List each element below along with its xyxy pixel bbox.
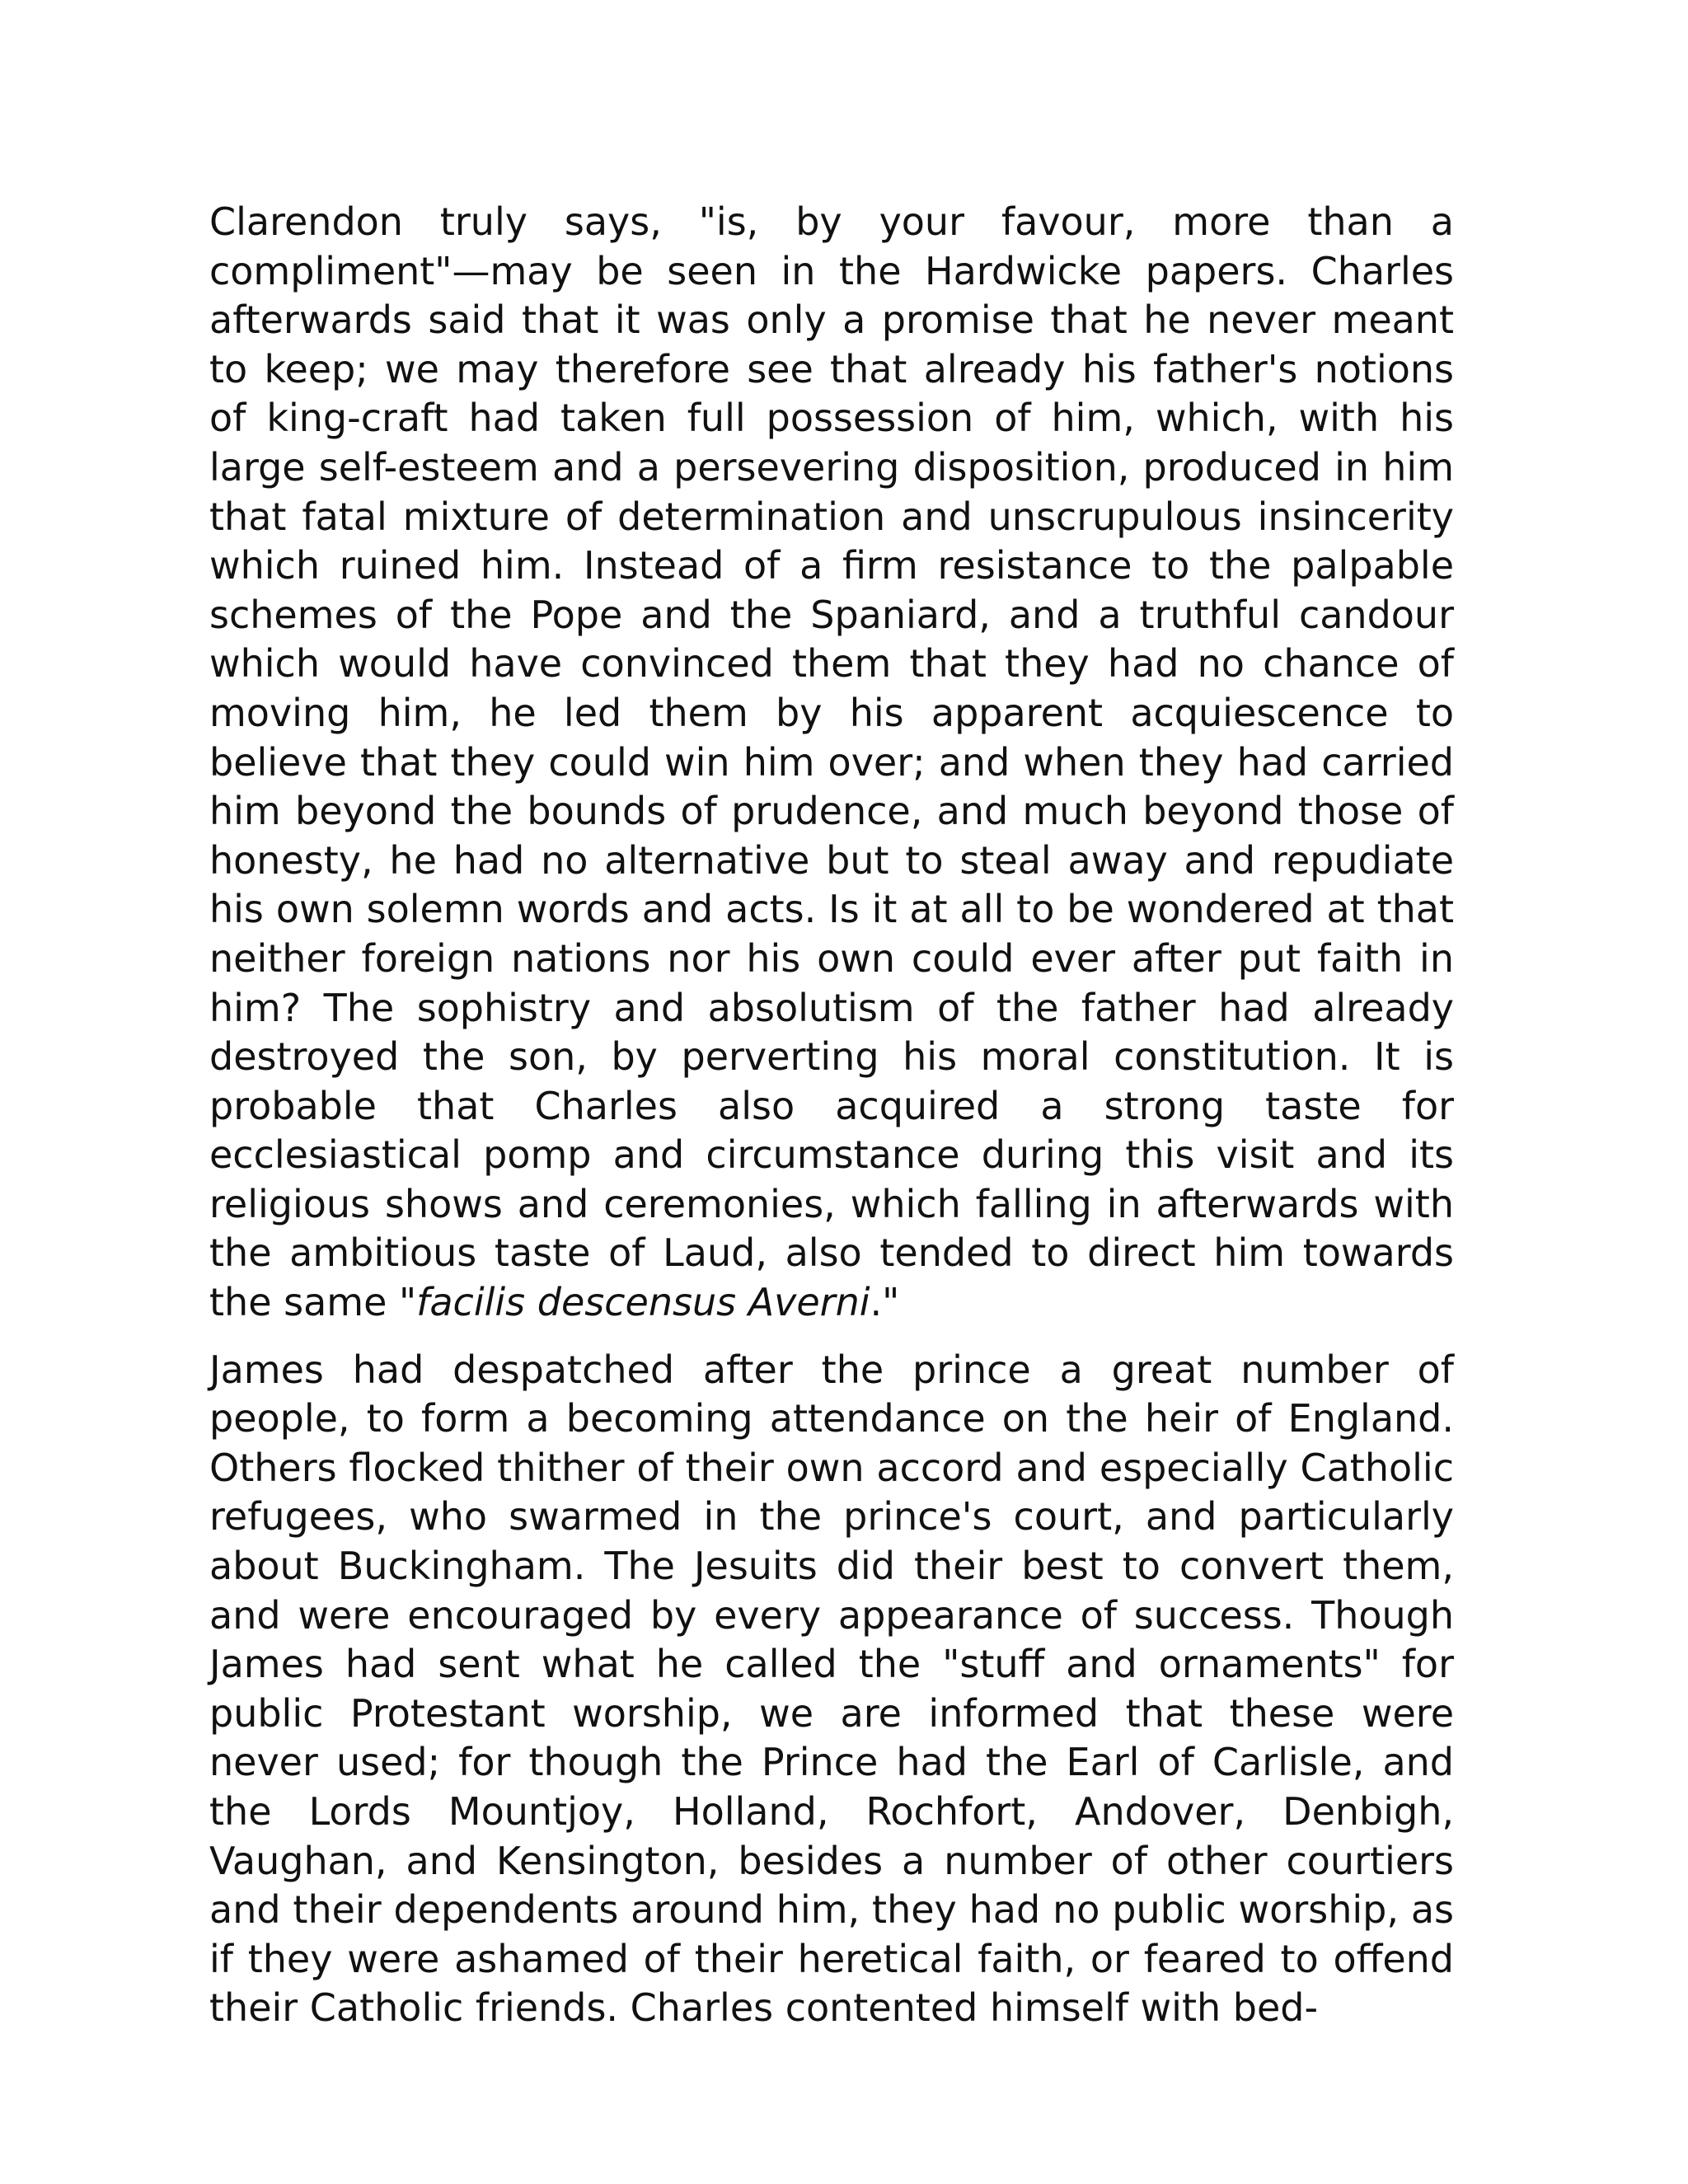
document-page (209, 198, 1454, 2033)
paragraph-1 (209, 198, 1454, 1328)
paragraph-2 (209, 1346, 1454, 2033)
paragraph-1-closing: ." (870, 1280, 900, 1325)
paragraph-1-text: Clarendon truly says, "is, by your favour, more than a compliment"—may be seen in the Hardwicke papers. Charles afterwards said that it was only a promise that he never meant to keep; we may therefore see that already his father's notions of king-craft had taken full possession of him, which, with his large self-esteem and a persevering disposition, produced in him that fatal mixture of determination and unscrupulous insincerity which ruined him. Instead of a firm resistance to the palpable schemes of the Pope and the Spaniard, and a truthful candour which would have convinced them that they had no chance of moving him, he led them by his apparent acquiescence to believe that they could win him over; and when they had carried him beyond the bounds of prudence, and much beyond those of honesty, he had no alternative but to steal away and repudiate his own solemn words and acts. Is it at all to be wondered at that neither foreign nations nor his own could ever after put faith in him? The sophistry and absolutism of the father had already destroyed the son, by perverting his moral constitution. It is probable that Charles also acquired a strong taste for ecclesiastical pomp and circumstance during this visit and its religious shows and ceremonies, which falling in afterwards with the ambitious taste of Laud, also tended to direct him towards the same " (209, 199, 1454, 1325)
paragraph-2-text: James had despatched after the prince a great number of people, to form a becoming attendance on the heir of England. Others flocked thither of their own accord and especially Catholic refugees, who swarmed in the prince's court, and particularly about Buckingham. The Jesuits did their best to convert them, and were encouraged by every appearance of success. Though James had sent what he called the "stuff and ornaments" for public Protestant worship, we are informed that these were never used; for though the Prince had the Earl of Carlisle, and the Lords Mountjoy, Holland, Rochfort, Andover, Denbigh, Vaughan, and Kensington, besides a number of other courtiers and their dependents around him, they had no public worship, as if they were ashamed of their heretical faith, or feared to offend their Catholic friends. Charles contented himself with bed- (209, 1347, 1454, 2031)
latin-phrase: facilis descensus Averni (416, 1280, 870, 1325)
